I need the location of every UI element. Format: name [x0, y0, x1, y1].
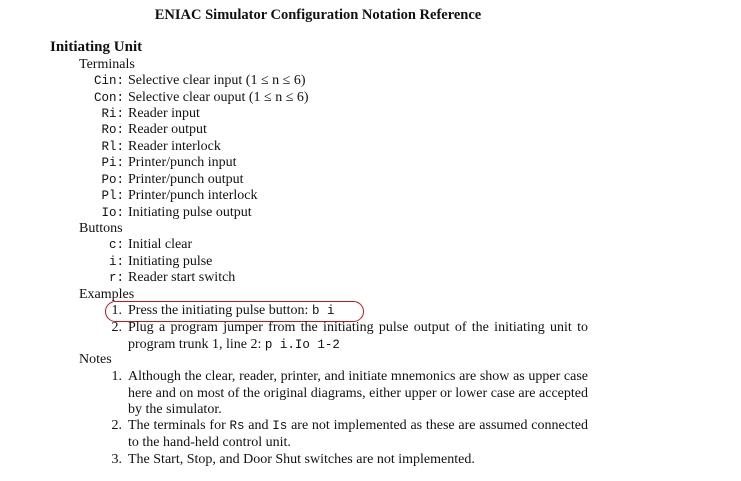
- note-item: The Start, Stop, and Door Shut switches are not implemented.: [128, 452, 475, 467]
- button-desc: Initial clear: [128, 237, 193, 252]
- examples-heading: Examples: [79, 287, 135, 302]
- terminal-desc: Printer/punch input: [128, 155, 237, 170]
- note-item: [128, 418, 588, 451]
- note-number: 2.: [111, 418, 122, 433]
- terminal-code: Con:: [93, 91, 124, 105]
- terminal-code: Po:: [101, 173, 124, 187]
- button-code: i:: [108, 255, 124, 269]
- terminal-code: Cin:: [93, 74, 124, 88]
- example-number: 1.: [111, 303, 122, 318]
- terminal-desc: Selective clear input (1 ≤ n ≤ 6): [128, 73, 306, 88]
- note-code: Rs: [229, 419, 245, 433]
- note-text: The terminals for: [128, 418, 230, 433]
- note-number: 3.: [111, 452, 122, 467]
- note-number: 1.: [111, 369, 122, 384]
- notes-heading: Notes: [79, 352, 112, 367]
- terminal-desc: Reader output: [128, 122, 207, 137]
- example-text: Plug a program jumper from the initiating pulse output of the initiating unit to program trunk 1, line 2:: [128, 320, 588, 352]
- terminal-code: Ro:: [101, 123, 124, 137]
- terminal-code: Pl:: [101, 189, 124, 203]
- example-code: p i.Io 1-2: [264, 337, 340, 352]
- example-item: [128, 320, 588, 353]
- note-code: Is: [272, 419, 288, 433]
- note-text: and: [244, 418, 273, 433]
- terminals-heading: Terminals: [79, 57, 135, 72]
- example-number: 2.: [111, 320, 122, 335]
- button-desc: Reader start switch: [128, 270, 236, 285]
- terminal-code: Pi:: [101, 156, 124, 170]
- terminal-code: Rl:: [101, 140, 124, 154]
- example-text: Press the initiating pulse button:: [128, 303, 312, 318]
- terminal-code: Io:: [101, 206, 124, 220]
- note-text: are not implemented as these are assumed connected to the hand-held control unit.: [128, 418, 589, 450]
- button-code: r:: [108, 271, 124, 285]
- buttons-heading: Buttons: [79, 221, 123, 236]
- section-title: Initiating Unit: [50, 39, 143, 55]
- note-item: Although the clear, reader, printer, and initiate mnemonics are show as upper case here and on most of the original diagrams, either upper or lower case are accepted by the simulator.: [128, 369, 588, 417]
- button-code: c:: [108, 238, 124, 252]
- terminal-desc: Printer/punch output: [128, 172, 244, 187]
- terminal-desc: Reader input: [128, 106, 200, 121]
- terminal-desc: Initiating pulse output: [128, 205, 252, 220]
- page-title: ENIAC Simulator Configuration Notation Reference: [154, 7, 482, 23]
- button-desc: Initiating pulse: [128, 254, 213, 269]
- example-code: b i: [311, 304, 335, 318]
- terminal-desc: Selective clear ouput (1 ≤ n ≤ 6): [128, 90, 309, 105]
- terminal-code: Ri:: [101, 107, 124, 121]
- terminal-desc: Printer/punch interlock: [128, 188, 258, 203]
- highlight-ellipse: [105, 301, 364, 322]
- terminal-desc: Reader interlock: [128, 139, 221, 154]
